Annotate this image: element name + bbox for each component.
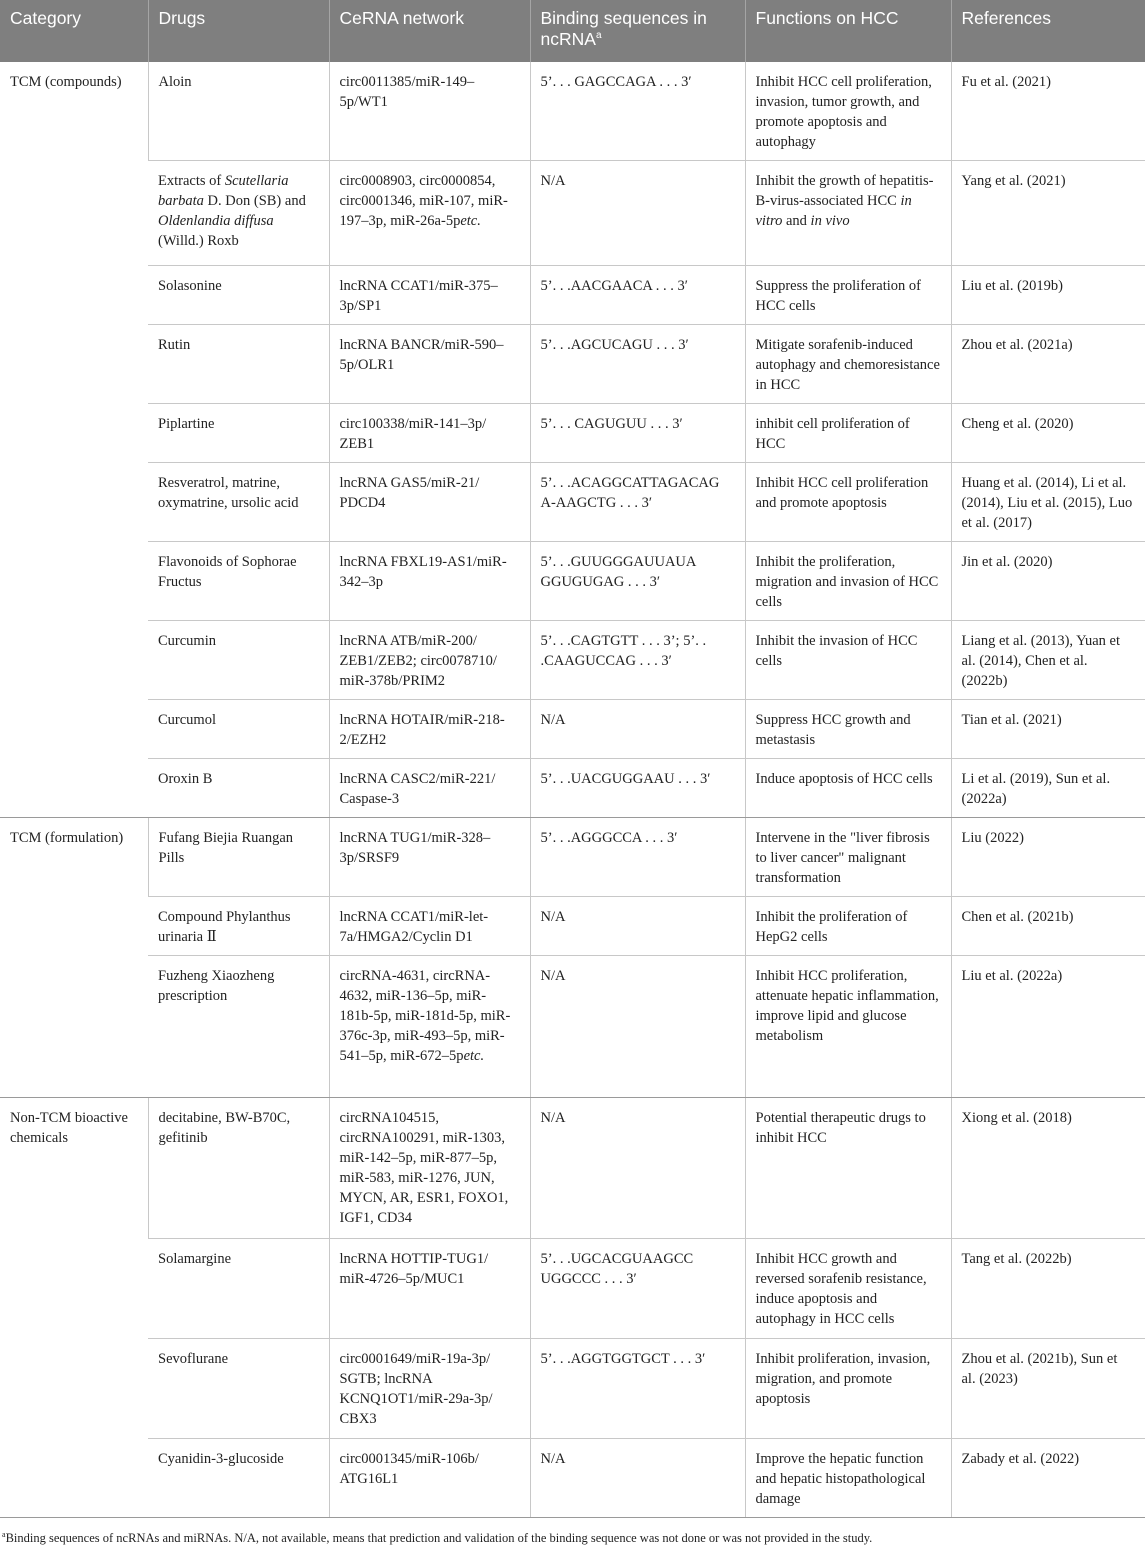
reference-cell: Tian et al. (2021) [951, 700, 1145, 759]
reference-cell: Cheng et al. (2020) [951, 404, 1145, 463]
header-binding-sequences: Binding sequences in ncRNA$^a$ [530, 0, 745, 62]
drug-cell: Piplartine [148, 404, 329, 463]
reference-cell: Zabady et al. (2022) [951, 1439, 1145, 1518]
binding-cell: 5’. . .AGCUCAGU . . . 3′ [530, 325, 745, 404]
binding-cell: 5’. . .AGGTGGTGCT . . . 3′ [530, 1339, 745, 1439]
function-cell: Inhibit the invasion of HCC cells [745, 621, 951, 700]
cerna-cell: circ0011385/miR-149–5p/WT1 [329, 62, 530, 161]
reference-cell: Jin et al. (2020) [951, 542, 1145, 621]
cerna-cell: lncRNA FBXL19-AS1/miR-342–3p [329, 542, 530, 621]
binding-cell: 5’. . . CAGUGUU . . . 3′ [530, 404, 745, 463]
reference-cell: Xiong et al. (2018) [951, 1098, 1145, 1239]
drug-cell: Solamargine [148, 1239, 329, 1339]
table-row [0, 897, 1145, 956]
drug-cell: Solasonine [148, 266, 329, 325]
cerna-cell: circ0001345/miR-106b/ ATG16L1 [329, 1439, 530, 1518]
header-drugs: Drugs [148, 0, 329, 62]
function-cell: Inhibit HCC cell proliferation, invasion, tumor growth, and promote apoptosis and autophagy [745, 62, 951, 161]
drug-cell: Flavonoids of Sophorae Fructus [148, 542, 329, 621]
binding-cell: N/A [530, 161, 745, 266]
table-row [0, 463, 1145, 542]
binding-cell: 5’. . .ACAGGCATTAGACAG A-AAGCTG . . . 3′ [530, 463, 745, 542]
drug-cell: Fuzheng Xiaozheng prescription [148, 956, 329, 1098]
table-row [0, 818, 1145, 897]
table-row [0, 956, 1145, 1098]
drug-cell: Curcumol [148, 700, 329, 759]
binding-cell: N/A [530, 1439, 745, 1518]
function-cell: Inhibit the proliferation, migration and invasion of HCC cells [745, 542, 951, 621]
category-cell: TCM (formulation) [0, 818, 148, 1098]
binding-cell: 5’. . .GUUGGGAUUAUA GGUGUGAG . . . 3′ [530, 542, 745, 621]
table-row [0, 404, 1145, 463]
function-cell: Potential therapeutic drugs to inhibit HCC [745, 1098, 951, 1239]
table-row [0, 1239, 1145, 1339]
footnote-marker: a [2, 1530, 6, 1539]
header-references: References [951, 0, 1145, 62]
reference-cell: Zhou et al. (2021b), Sun et al. (2023) [951, 1339, 1145, 1439]
drug-cell: decitabine, BW-B70C, gefitinib [148, 1098, 329, 1239]
binding-cell: N/A [530, 956, 745, 1098]
function-cell: Suppress HCC growth and metastasis [745, 700, 951, 759]
table-row [0, 621, 1145, 700]
table-row [0, 1339, 1145, 1439]
reference-cell: Liu et al. (2019b) [951, 266, 1145, 325]
header-cerna-network: CeRNA network [329, 0, 530, 62]
table-row [0, 62, 1145, 161]
cerna-cell: circ0008903, circ0000854, circ0001346, miR-107, miR-197–3p, miR-26a-5petc. [329, 161, 530, 266]
function-cell: Improve the hepatic function and hepatic histopathological damage [745, 1439, 951, 1518]
cerna-cell: lncRNA BANCR/miR-590–5p/OLR1 [329, 325, 530, 404]
cerna-cell: lncRNA HOTAIR/miR-218-2/EZH2 [329, 700, 530, 759]
table-row [0, 161, 1145, 266]
function-cell: Induce apoptosis of HCC cells [745, 759, 951, 818]
cerna-cell: circ100338/miR-141–3p/ ZEB1 [329, 404, 530, 463]
table-row [0, 266, 1145, 325]
reference-cell: Fu et al. (2021) [951, 62, 1145, 161]
cerna-cell: circRNA104515, circRNA100291, miR-1303, miR-142–5p, miR-877–5p, miR-583, miR-1276, JUN, MYCN, AR, ESR1, FOXO1, IGF1, CD34 [329, 1098, 530, 1239]
drug-cell: Cyanidin-3-glucoside [148, 1439, 329, 1518]
reference-cell: Yang et al. (2021) [951, 161, 1145, 266]
table-row [0, 1439, 1145, 1518]
binding-cell: N/A [530, 897, 745, 956]
binding-cell: 5’. . .UGCACGUAAGCC UGGCCC . . . 3′ [530, 1239, 745, 1339]
cerna-cell: lncRNA CASC2/miR-221/ Caspase-3 [329, 759, 530, 818]
header-row [0, 0, 1145, 62]
cerna-cell: circ0001649/miR-19a-3p/ SGTB; lncRNA KCNQ1OT1/miR-29a-3p/ CBX3 [329, 1339, 530, 1439]
reference-cell: Li et al. (2019), Sun et al. (2022a) [951, 759, 1145, 818]
drug-cell: Extracts of Scutellaria barbata D. Don (SB) and Oldenlandia diffusa (Willd.) Roxb [148, 161, 329, 266]
drug-cell: Fufang Biejia Ruangan Pills [148, 818, 329, 897]
header-footnote-marker: a [595, 30, 602, 42]
table-row [0, 542, 1145, 621]
cerna-cell: lncRNA HOTTIP-TUG1/ miR-4726–5p/MUC1 [329, 1239, 530, 1339]
drug-cell: Resveratrol, matrine, oxymatrine, ursolic acid [148, 463, 329, 542]
cerna-cell: circRNA-4631, circRNA-4632, miR-136–5p, miR-181b-5p, miR-181d-5p, miR-376c-3p, miR-493–5p, miR-541–5p, miR-672–5petc. [329, 956, 530, 1098]
function-cell: Inhibit HCC cell proliferation and promote apoptosis [745, 463, 951, 542]
table-row [0, 759, 1145, 818]
binding-cell: 5’. . .CAGTGTT . . . 3’; 5’. . .CAAGUCCAG . . . 3′ [530, 621, 745, 700]
function-cell: Suppress the proliferation of HCC cells [745, 266, 951, 325]
cerna-cell: lncRNA ATB/miR-200/ ZEB1/ZEB2; circ0078710/ miR-378b/PRIM2 [329, 621, 530, 700]
table-row [0, 1098, 1145, 1239]
function-cell: Inhibit the growth of hepatitis-B-virus-associated HCC in vitro and in vivo [745, 161, 951, 266]
reference-cell: Liu et al. (2022a) [951, 956, 1145, 1098]
binding-cell: 5’. . . GAGCCAGA . . . 3′ [530, 62, 745, 161]
drug-cell: Aloin [148, 62, 329, 161]
category-cell: TCM (compounds) [0, 62, 148, 818]
function-cell: inhibit cell proliferation of HCC [745, 404, 951, 463]
reference-cell: Tang et al. (2022b) [951, 1239, 1145, 1339]
table-row [0, 325, 1145, 404]
cerna-cell: lncRNA GAS5/miR-21/ PDCD4 [329, 463, 530, 542]
function-cell: Inhibit HCC growth and reversed sorafenib resistance, induce apoptosis and autophagy in HCC cells [745, 1239, 951, 1339]
binding-cell: N/A [530, 700, 745, 759]
binding-cell: 5’. . .AACGAACA . . . 3′ [530, 266, 745, 325]
binding-cell: 5’. . .AGGGCCA . . . 3′ [530, 818, 745, 897]
cerna-cell: lncRNA CCAT1/miR-375–3p/SP1 [329, 266, 530, 325]
reference-cell: Chen et al. (2021b) [951, 897, 1145, 956]
function-cell: Inhibit the proliferation of HepG2 cells [745, 897, 951, 956]
footnote-text: Binding sequences of ncRNAs and miRNAs. N/A, not available, means that prediction and validation of the binding sequence was not done or was not provided in the study. [5, 1531, 873, 1546]
cerna-cell: lncRNA TUG1/miR-328–3p/SRSF9 [329, 818, 530, 897]
reference-cell: Liu (2022) [951, 818, 1145, 897]
cerna-cell: lncRNA CCAT1/miR-let-7a/HMGA2/Cyclin D1 [329, 897, 530, 956]
table-row [0, 700, 1145, 759]
drug-cell: Curcumin [148, 621, 329, 700]
function-cell: Mitigate sorafenib-induced autophagy and chemoresistance in HCC [745, 325, 951, 404]
drug-cell: Compound Phylanthus urinaria Ⅱ [148, 897, 329, 956]
function-cell: Inhibit proliferation, invasion, migration, and promote apoptosis [745, 1339, 951, 1439]
header-category: Category [0, 0, 148, 62]
table-footnote [0, 1530, 1145, 1546]
drug-cell: Rutin [148, 325, 329, 404]
binding-cell: N/A [530, 1098, 745, 1239]
reference-cell: Huang et al. (2014), Li et al. (2014), Liu et al. (2015), Luo et al. (2017) [951, 463, 1145, 542]
reference-cell: Liang et al. (2013), Yuan et al. (2014), Chen et al. (2022b) [951, 621, 1145, 700]
drug-cell: Sevoflurane [148, 1339, 329, 1439]
reference-cell: Zhou et al. (2021a) [951, 325, 1145, 404]
header-functions: Functions on HCC [745, 0, 951, 62]
category-cell: Non-TCM bioactive chemicals [0, 1098, 148, 1518]
binding-cell: 5’. . .UACGUGGAAU . . . 3′ [530, 759, 745, 818]
function-cell: Inhibit HCC proliferation, attenuate hepatic inflammation, improve lipid and glucose metabolism [745, 956, 951, 1098]
function-cell: Intervene in the "liver fibrosis to liver cancer" malignant transformation [745, 818, 951, 897]
drug-cell: Oroxin B [148, 759, 329, 818]
